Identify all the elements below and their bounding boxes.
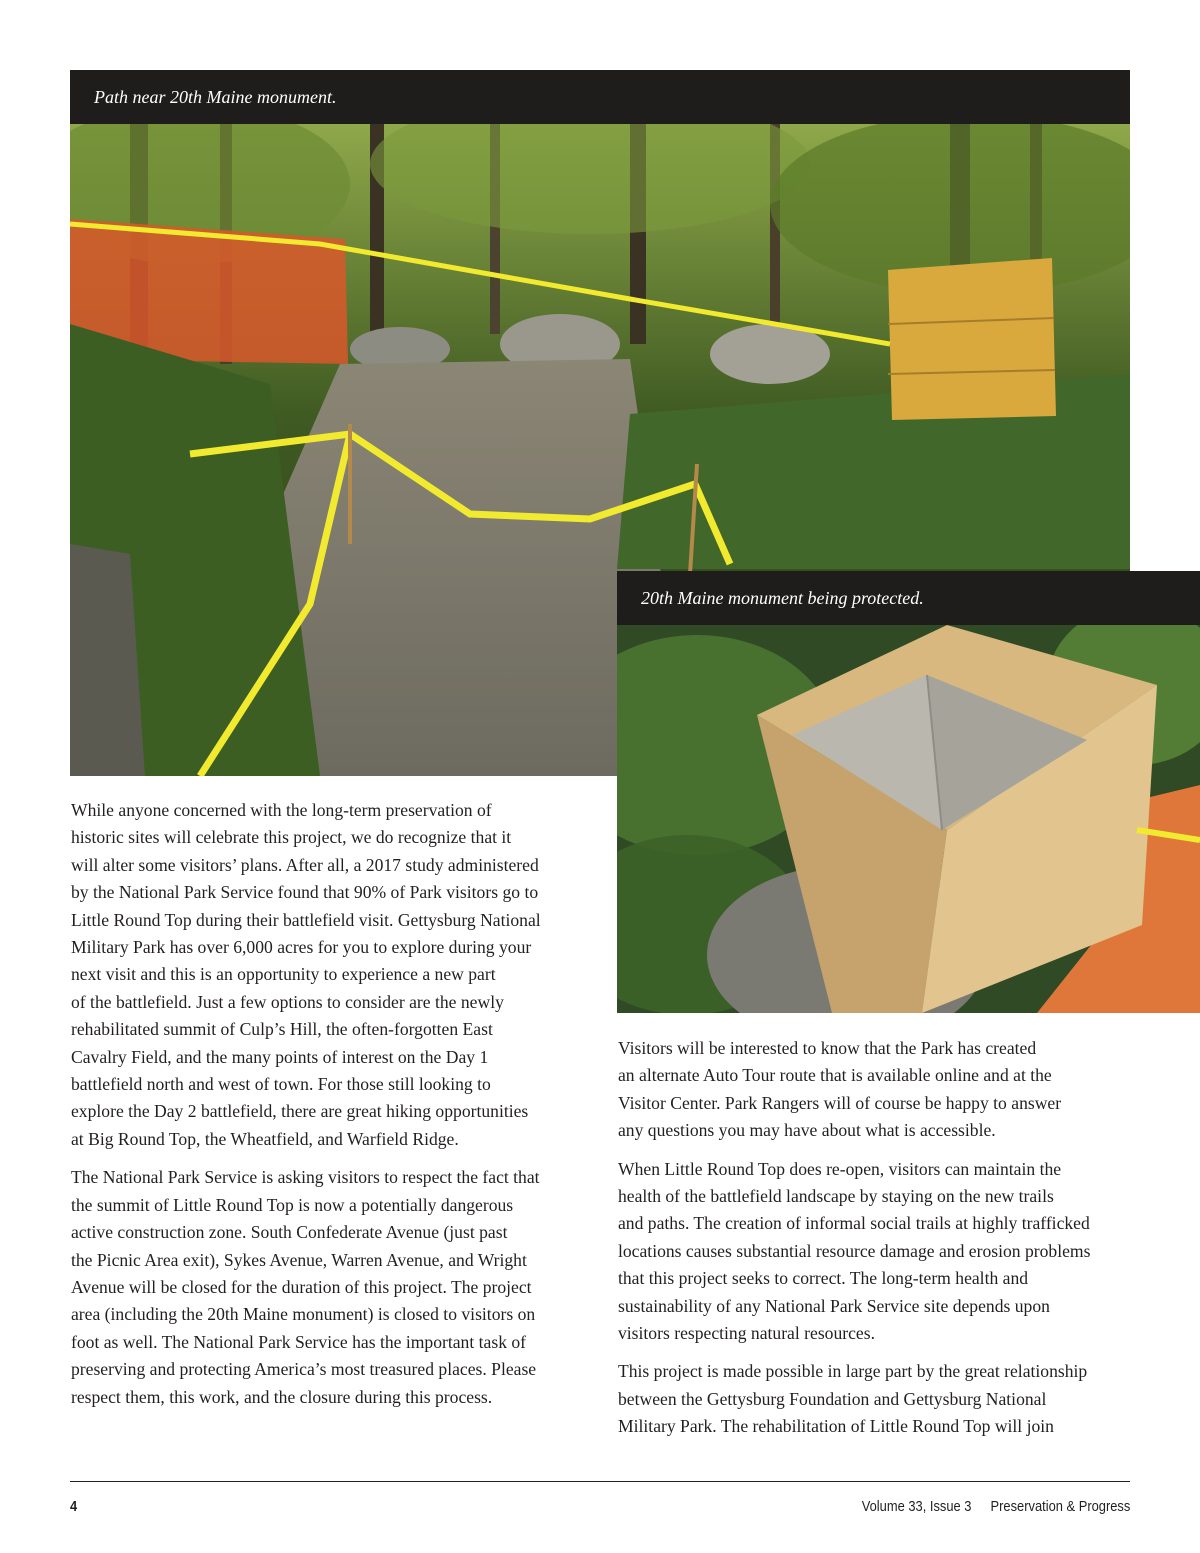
text-line: explore the Day 2 battlefield, there are great hiking opportunities [71,1101,529,1122]
photo-caption-path [70,70,1130,124]
text-line: sustainability of any National Park Service site depends upon [618,1295,1050,1316]
footer-issue-info [861,1496,1130,1518]
paragraph [618,1358,1138,1440]
paragraph [71,1164,591,1411]
caption-text: Path near 20th Maine monument. [94,87,337,107]
text-line: Visitors will be interested to know that the Park has created [618,1038,1037,1058]
text-line: by the National Park Service found that 90% of Park visitors go to [71,882,539,903]
caption-text: 20th Maine monument being protected. [641,588,924,608]
text-line: This project is made possible in large part by the great relationship [618,1361,1088,1382]
text-line: Military Park. The rehabilitation of Little Round Top will join [618,1416,1054,1437]
text-line: next visit and this is an opportunity to experience a new part [71,964,496,985]
text-line: Military Park has over 6,000 acres for you to explore during your [71,937,532,958]
text-line: between the Gettysburg Foundation and Gettysburg National [618,1388,1047,1409]
text-line: that this project seeks to correct. The long-term health and [618,1268,1029,1289]
text-line: historic sites will celebrate this project, we do recognize that it [71,827,512,848]
publication-name: Preservation & Progress [990,1498,1130,1515]
text-line: active construction zone. South Confederate Avenue (just past [71,1222,508,1243]
paragraph [71,797,591,1153]
text-line: visitors respecting natural resources. [618,1323,875,1344]
text-line: preserving and protecting America’s most treasured places. Please [71,1359,537,1380]
text-line: foot as well. The National Park Service has the important task of [71,1331,527,1352]
text-line: any questions you may have about what is accessible. [618,1120,996,1141]
text-line: at Big Round Top, the Wheatfield, and Warfield Ridge. [71,1128,459,1149]
text-line: the summit of Little Round Top is now a potentially dangerous [71,1194,514,1215]
text-line: While anyone concerned with the long-term preservation of [71,800,492,820]
photo-caption-monument [617,571,1200,625]
text-line: and paths. The creation of informal social trails at highly trafficked [618,1213,1090,1234]
text-line: an alternate Auto Tour route that is available online and at the [618,1065,1052,1086]
text-line: The National Park Service is asking visitors to respect the fact that [71,1167,540,1188]
text-line: Little Round Top during their battlefield visit. Gettysburg National [71,909,541,930]
text-line: health of the battlefield landscape by staying on the new trails [618,1186,1054,1207]
text-line: will alter some visitors’ plans. After all, a 2017 study administered [71,854,539,875]
text-line: respect them, this work, and the closure during this process. [71,1386,493,1407]
text-line: of the battlefield. Just a few options to consider are the newly [71,991,504,1012]
paragraph [618,1035,1138,1145]
text-line: locations causes substantial resource damage and erosion problems [618,1240,1091,1261]
text-line: Visitor Center. Park Rangers will of course be happy to answer [618,1092,1062,1113]
text-line: When Little Round Top does re-open, visitors can maintain the [618,1158,1062,1179]
text-line: area (including the 20th Maine monument) is closed to visitors on [71,1304,536,1325]
text-line: Cavalry Field, and the many points of interest on the Day 1 [71,1046,489,1067]
text-line: the Picnic Area exit), Sykes Avenue, Warren Avenue, and Wright [71,1249,527,1270]
text-line: rehabilitated summit of Culp’s Hill, the often-forgotten East [71,1019,493,1040]
footer-rule [70,1481,1130,1482]
page-number: 4 [70,1498,78,1515]
text-line: Avenue will be closed for the duration of this project. The project [71,1276,532,1297]
right-column [618,1035,1138,1452]
left-column [71,797,591,1422]
issue-label: Volume 33, Issue 3 [861,1498,972,1515]
paragraph [618,1156,1138,1348]
text-line: battlefield north and west of town. For those still looking to [71,1074,491,1095]
monument-photo [617,625,1200,1013]
